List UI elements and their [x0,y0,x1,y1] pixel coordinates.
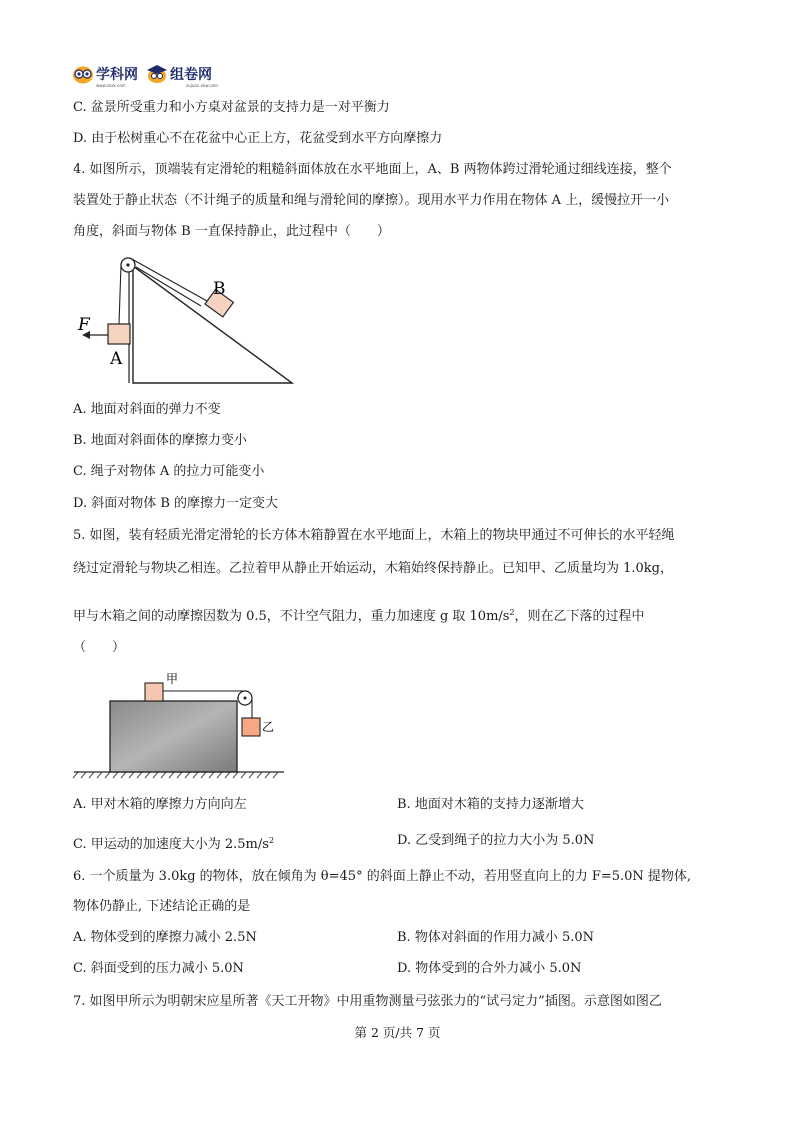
q3-option-c: C. 盆景所受重力和小方桌对盆景的支持力是一对平衡力 [73,100,390,115]
q4-figure-incline [70,248,300,390]
q5-figure-box-pulley [70,668,290,780]
q6-stem-line2: 物体仍静止, 下述结论正确的是 [73,899,251,914]
q4-option-c: C. 绳子对物体 A 的拉力可能变小 [73,464,265,479]
q5-label-yi: 乙 [262,720,275,734]
logo-zujuanwang-text: 组卷网 [170,67,212,83]
q5-option-a: A. 甲对木箱的摩擦力方向向左 [73,797,247,812]
q4-option-a: A. 地面对斜面的弹力不变 [73,402,221,417]
q4-label-f: F [78,315,90,335]
q4-option-b: B. 地面对斜面体的摩擦力变小 [73,433,247,448]
q6-stem-line1: 6. 一个质量为 3.0kg 的物体，放在倾角为 θ=45° 的斜面上静止不动，若用竖直向上的力 F=5.0N 提物体, [73,869,692,884]
q5-stem-line4: （ ） [73,640,126,655]
page-number: 第 2 页/共 7 页 [354,1025,441,1040]
q4-stem-line3: 角度，斜面与物体 B 一直保持静止，此过程中（ ） [73,224,390,239]
q6-option-a: A. 物体受到的摩擦力减小 2.5N [73,930,257,945]
logo-xuekewang [72,64,138,84]
q5-option-b: B. 地面对木箱的支持力逐渐增大 [397,797,584,812]
q5-stem-line1: 5. 如图，装有轻质光滑定滑轮的长方体木箱静置在水平地面上，木箱上的物块甲通过不可伸长的水平轻绳 [73,528,675,543]
q5-block-jia [145,683,163,701]
q5-stem-line3 [73,603,645,627]
q4-stem-line2: 装置处于静止状态（不计绳子的质量和绳与滑轮间的摩擦）。现用水平力作用在物体 A 上，缓慢拉开一小 [73,193,670,208]
q7-stem-line1: 7. 如图甲所示为明朝宋应星所著《天工开物》中用重物测量弓弦张力的“试弓定力”插图。示意图如图乙 [73,994,662,1009]
q5-wooden-box [110,701,237,772]
logo-xuekewang-text: 学科网 [96,67,138,83]
owl-logo-icon [72,64,94,84]
q4-block-a [108,324,130,344]
q5-label-jia: 甲 [166,672,179,686]
q5-option-c-text: C. 甲运动的加速度大小为 2.5m/s [73,837,269,852]
q4-option-d: D. 斜面对物体 B 的摩擦力一定变大 [73,496,279,511]
q5-stem-line3-tail: ，则在乙下落的过程中 [514,609,645,624]
q5-option-c [73,831,274,855]
q4-label-a: A [110,349,123,369]
q4-stem-line1: 4. 如图所示，顶端装有定滑轮的粗糙斜面体放在水平地面上，A、B 两物体跨过滑轮通过细线连接，整个 [73,162,672,177]
q5-option-d: D. 乙受到绳子的拉力大小为 5.0N [397,833,595,848]
logo-zujuanwang [146,64,212,84]
q6-option-d: D. 物体受到的合外力减小 5.0N [397,961,582,976]
q3-option-d: D. 由于松树重心不在花盆中心正上方，花盆受到水平方向摩擦力 [73,131,443,146]
q6-option-b: B. 物体对斜面的作用力减小 5.0N [397,930,594,945]
q5-stem-line3-text: 甲与木箱之间的动摩擦因数为 0.5，不计空气阻力，重力加速度 g 取 10m/s [73,609,510,624]
graduation-cap-logo-icon [146,64,168,84]
q6-option-c: C. 斜面受到的压力减小 5.0N [73,961,244,976]
q5-block-yi [242,718,260,736]
logo-zujuanwang-url: zujuan.xkw.com [186,83,218,88]
q5-stem-line3-sup: 2 [509,608,515,617]
q5-stem-line2: 绕过定滑轮与物块乙相连。乙拉着甲从静止开始运动，木箱始终保持静止。已知甲、乙质量均为 1.0kg， [73,561,674,576]
q5-option-c-sup: 2 [268,836,275,845]
q4-label-b: B [213,279,226,299]
logo-xuekewang-url: www.zxxk.com [96,83,126,88]
